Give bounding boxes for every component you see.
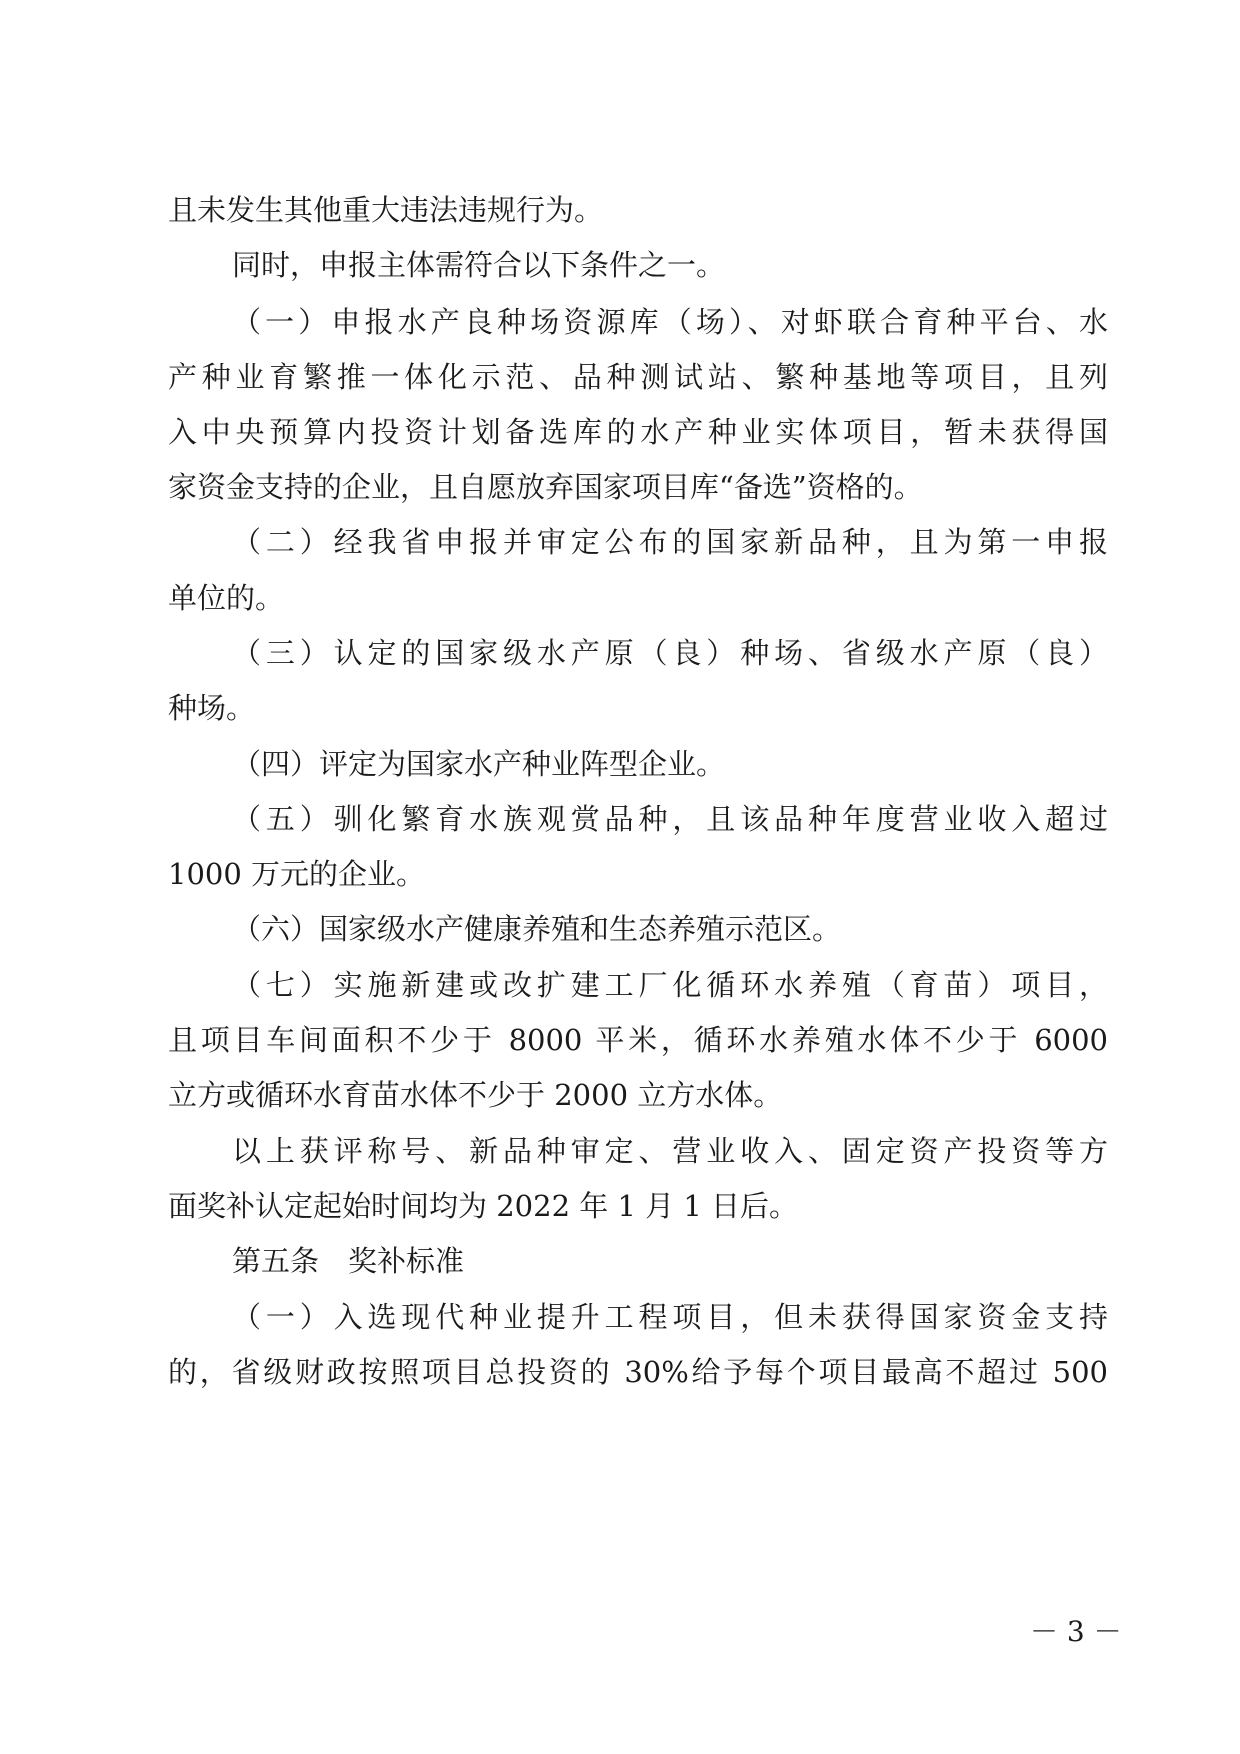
text-line: 同时，申报主体需符合以下条件之一。: [232, 248, 726, 282]
section-heading: 第五条 奖补标准: [232, 1244, 465, 1278]
page-number: － 3 －: [1030, 1615, 1122, 1648]
text-line: （五）驯化繁育水族观赏品种，且该品种年度营业收入超过: [232, 802, 1108, 836]
text-line: 面奖补认定起始时间均为 2022 年 1 月 1 日后。: [168, 1189, 799, 1223]
text-line: 家资金支持的企业，且自愿放弃国家项目库“备选”资格的。: [168, 470, 923, 504]
text-line: 单位的。: [168, 581, 285, 615]
text-line: 以上获评称号、新品种审定、营业收入、固定资产投资等方: [232, 1134, 1108, 1168]
text-line: 立方或循环水育苗水体不少于 2000 立方水体。: [168, 1078, 783, 1112]
text-line: 1000 万元的企业。: [168, 857, 426, 891]
text-line: 种场。: [168, 691, 256, 725]
text-line: （六）国家级水产健康养殖和生态养殖示范区。: [232, 912, 842, 946]
text-line: 的，省级财政按照项目总投资的 30%给予每个项目最高不超过 500: [168, 1355, 1108, 1389]
text-line: 入中央预算内投资计划备选库的水产种业实体项目，暂未获得国: [168, 415, 1108, 449]
text-line: （三）认定的国家级水产原（良）种场、省级水产原（良）: [232, 636, 1108, 670]
text-line: （一）入选现代种业提升工程项目，但未获得国家资金支持: [232, 1300, 1108, 1334]
text-line: （一）申报水产良种场资源库（场）、对虾联合育种平台、水: [232, 305, 1108, 339]
text-line: 且项目车间面积不少于 8000 平米，循环水养殖水体不少于 6000: [168, 1023, 1108, 1057]
text-line: （四）评定为国家水产种业阵型企业。: [232, 747, 726, 781]
text-line: 产种业育繁推一体化示范、品种测试站、繁种基地等项目，且列: [168, 360, 1108, 394]
text-line: （七）实施新建或改扩建工厂化循环水养殖（育苗）项目，: [232, 968, 1108, 1002]
text-line: 且未发生其他重大违法违规行为。: [168, 193, 604, 227]
text-line: （二）经我省申报并审定公布的国家新品种，且为第一申报: [232, 525, 1108, 559]
